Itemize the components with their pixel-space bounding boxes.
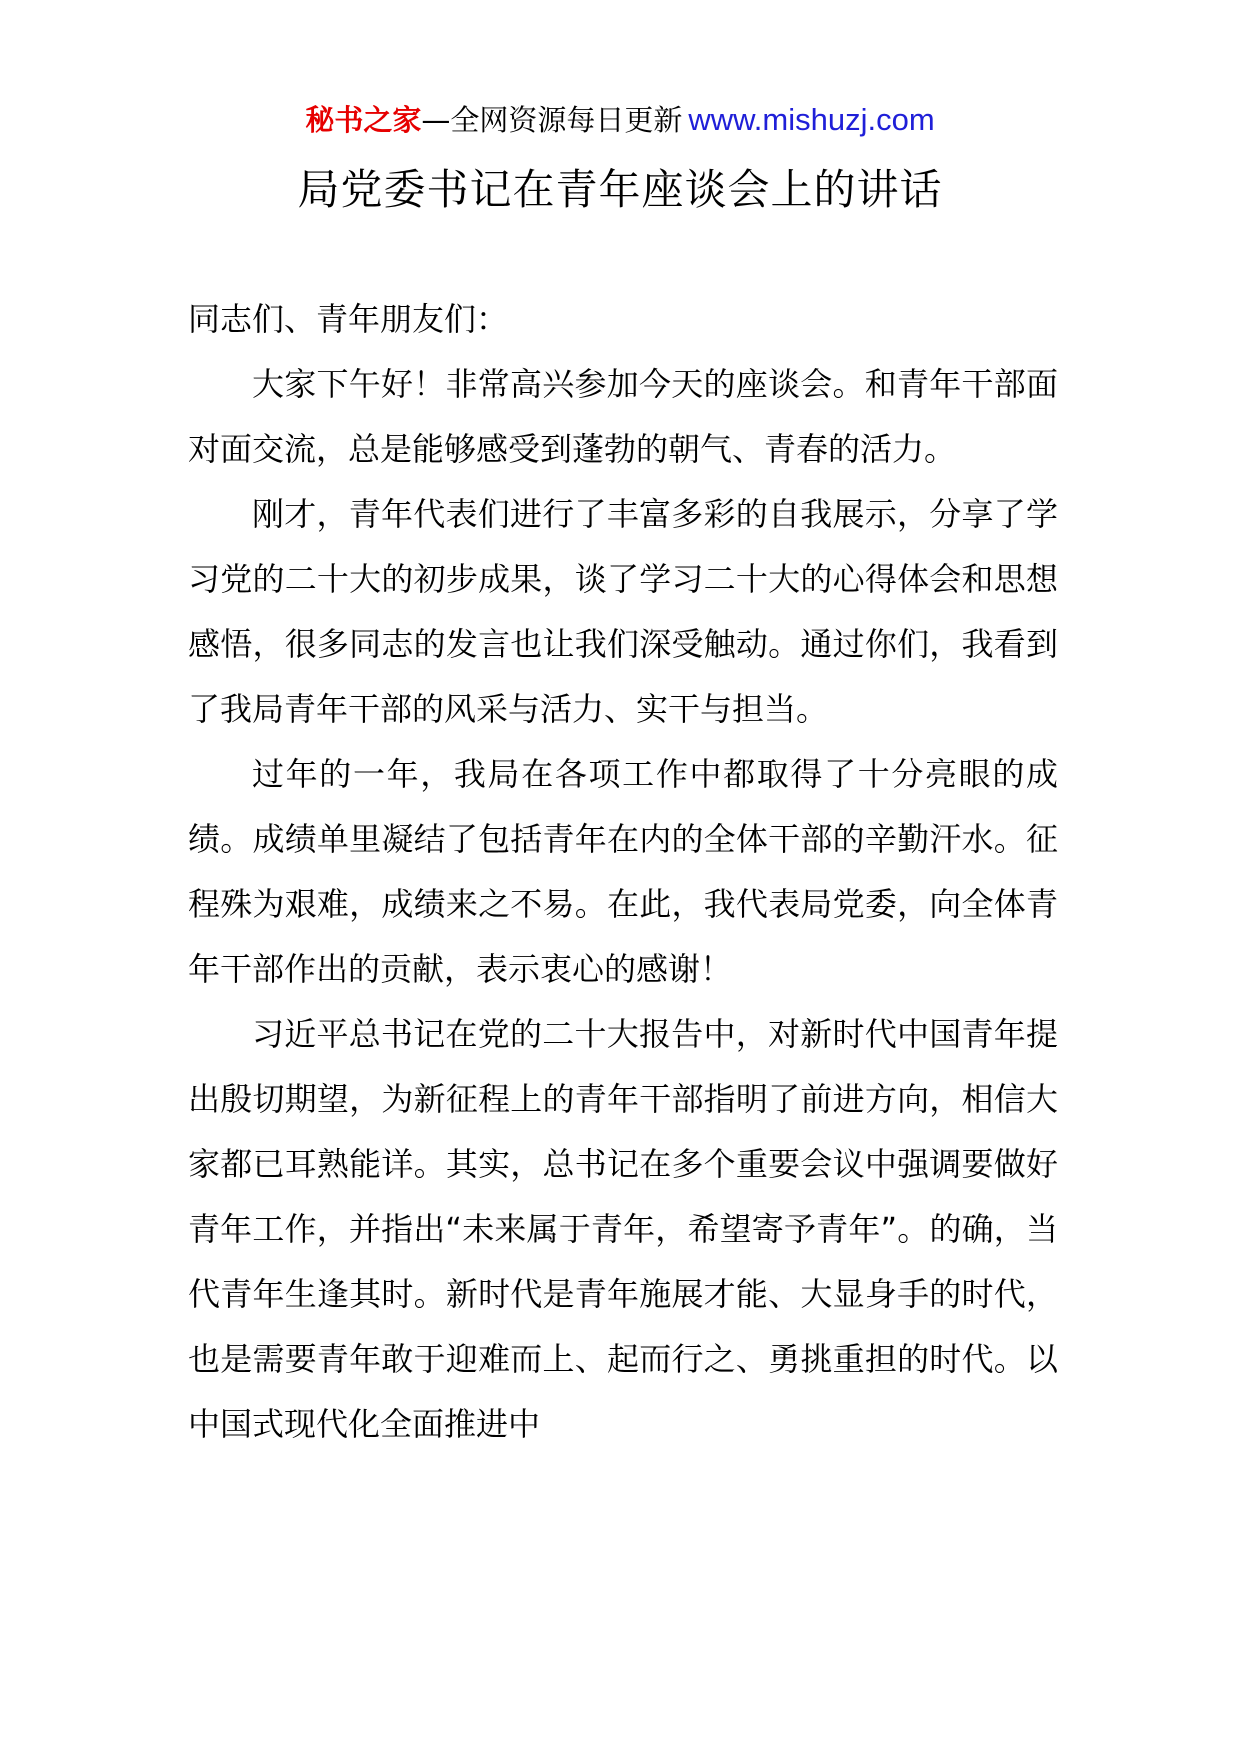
salutation: 同志们、青年朋友们： xyxy=(188,300,509,338)
document-body xyxy=(188,287,1058,1457)
paragraph-2: 刚才，青年代表们进行了丰富多彩的自我展示，分享了学习党的二十大的初步成果，谈了学习二十大的心得体会和思想感悟，很多同志的发言也让我们深受触动。通过你们，我看到了我局青年干部的风采与活力、实干与担当。 xyxy=(188,495,1058,728)
site-url-link[interactable]: www.mishuzj.com xyxy=(688,102,935,137)
document-title: 局党委书记在青年座谈会上的讲话 xyxy=(297,165,943,214)
paragraph-3: 过年的一年，我局在各项工作中都取得了十分亮眼的成绩。成绩单里凝结了包括青年在内的全体干部的辛勤汗水。征程殊为艰难，成绩来之不易。在此，我代表局党委，向全体青年干部作出的贡献，表示衷心的感谢！ xyxy=(188,755,1058,988)
header-slogan: —全网资源每日更新 xyxy=(421,103,683,137)
brand-name: 秘书之家 xyxy=(305,103,422,137)
paragraph-1: 大家下午好！非常高兴参加今天的座谈会。和青年干部面对面交流，总是能够感受到蓬勃的朝气、青春的活力。 xyxy=(188,365,1058,468)
site-header xyxy=(0,100,1240,140)
paragraph-4: 习近平总书记在党的二十大报告中，对新时代中国青年提出殷切期望，为新征程上的青年干部指明了前进方向，相信大家都已耳熟能详。其实，总书记在多个重要会议中强调要做好青年工作，并指出“未来属于青年，希望寄予青年”。的确，当代青年生逢其时。新时代是青年施展才能、大显身手的时代，也是需要青年敢于迎难而上、起而行之、勇挑重担的时代。以中国式现代化全面推进中 xyxy=(188,1015,1058,1443)
